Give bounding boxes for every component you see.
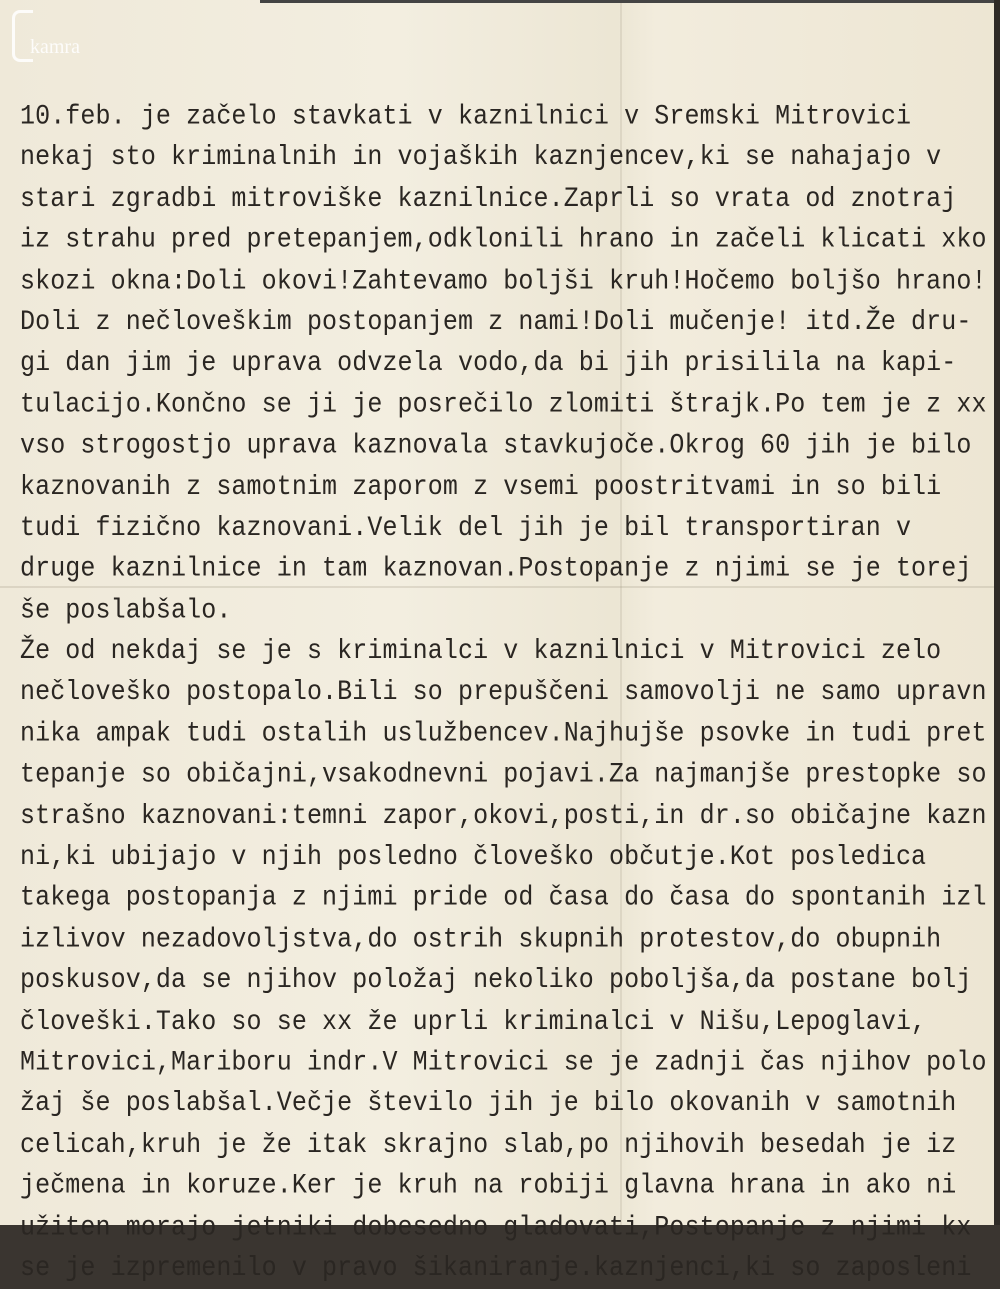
page-edge	[994, 0, 1000, 1225]
text-line: druge kaznilnice in tam kaznovan.Postopanje z njimi se je torej	[20, 552, 972, 585]
text-line: Mitrovici,Mariboru indr.V Mitrovici se je zadnji čas njihov polo	[20, 1046, 987, 1079]
text-line: 10.feb. je začelo stavkati v kaznilnici v Sremski Mitrovici	[20, 100, 912, 133]
text-line: nekaj sto kriminalnih in vojaških kaznjencev,ki se nahajajo v	[20, 141, 942, 174]
text-line: vso strogostjo uprava kaznovala stavkujoče.Okrog 60 jih je bilo	[20, 429, 972, 462]
text-line: kaznovanih z samotnim zaporom z vsemi poostritvami in so bili	[20, 470, 942, 503]
logo-text: kamra	[30, 36, 80, 58]
text-line: nečloveško postopalo.Bili so prepuščeni samovolji ne samo upravn	[20, 676, 987, 709]
text-line: žaj še poslabšal.Večje število jih je bilo okovanih v samotnih	[20, 1087, 957, 1120]
text-line: človeški.Tako so se xx že uprli kriminalci v Nišu,Lepoglavi,	[20, 1005, 927, 1038]
text-line: tepanje so običajni,vsakodnevni pojavi.Za najmanjše prestopke so	[20, 758, 987, 791]
text-line: Že od nekdaj se je s kriminalci v kaznilnici v Mitrovici zelo	[20, 635, 942, 667]
text-line: še poslabšalo.	[20, 593, 232, 626]
text-line: tulacijo.Končno se ji je posrečilo zlomiti štrajk.Po tem je z xx	[20, 388, 987, 421]
typewritten-text	[20, 96, 987, 1289]
text-line: tudi fizično kaznovani.Velik del jih je bil transportiran v	[20, 511, 912, 544]
text-line: Doli z nečloveškim postopanjem z nami!Doli mučenje! itd.Že dru-	[20, 306, 972, 338]
kamra-logo	[12, 10, 80, 60]
text-line: takega postopanja z njimi pride od časa do časa do spontanih izl	[20, 881, 987, 914]
text-line: iz strahu pred pretepanjem,odklonili hrano in začeli klicati xko	[20, 223, 987, 256]
page-edge	[260, 0, 1000, 3]
text-line: strašno kaznovani:temni zapor,okovi,posti,in dr.so običajne kazn	[20, 799, 987, 832]
text-line: stari zgradbi mitroviške kaznilnice.Zaprli so vrata od znotraj	[20, 182, 957, 215]
text-line: izlivov nezadovoljstva,do ostrih skupnih protestov,do obupnih	[20, 922, 942, 955]
text-line: užiten morajo jetniki dobesedno gladovati,Postopanje z njimi kx	[20, 1210, 972, 1243]
text-line: ni,ki ubijajo v njih posledno človeško občutje.Kot posledica	[20, 840, 927, 873]
text-line: gi dan jim je uprava odvzela vodo,da bi jih prisilila na kapi-	[20, 347, 957, 380]
text-line: ječmena in koruze.Ker je kruh na robiji glavna hrana in ako ni	[20, 1169, 957, 1202]
text-line: skozi okna:Doli okovi!Zahtevamo boljši kruh!Hočemo boljšo hrano!	[20, 264, 987, 297]
text-line: poskusov,da se njihov položaj nekoliko poboljša,da postane bolj	[20, 964, 972, 997]
text-line: celicah,kruh je že itak skrajno slab,po njihovih besedah je iz	[20, 1128, 957, 1161]
text-line: se je izpremenilo v pravo šikaniranje.kaznjenci,ki so zaposleni	[20, 1252, 972, 1284]
text-line: nika ampak tudi ostalih uslužbencev.Najhujše psovke in tudi pret	[20, 717, 987, 750]
